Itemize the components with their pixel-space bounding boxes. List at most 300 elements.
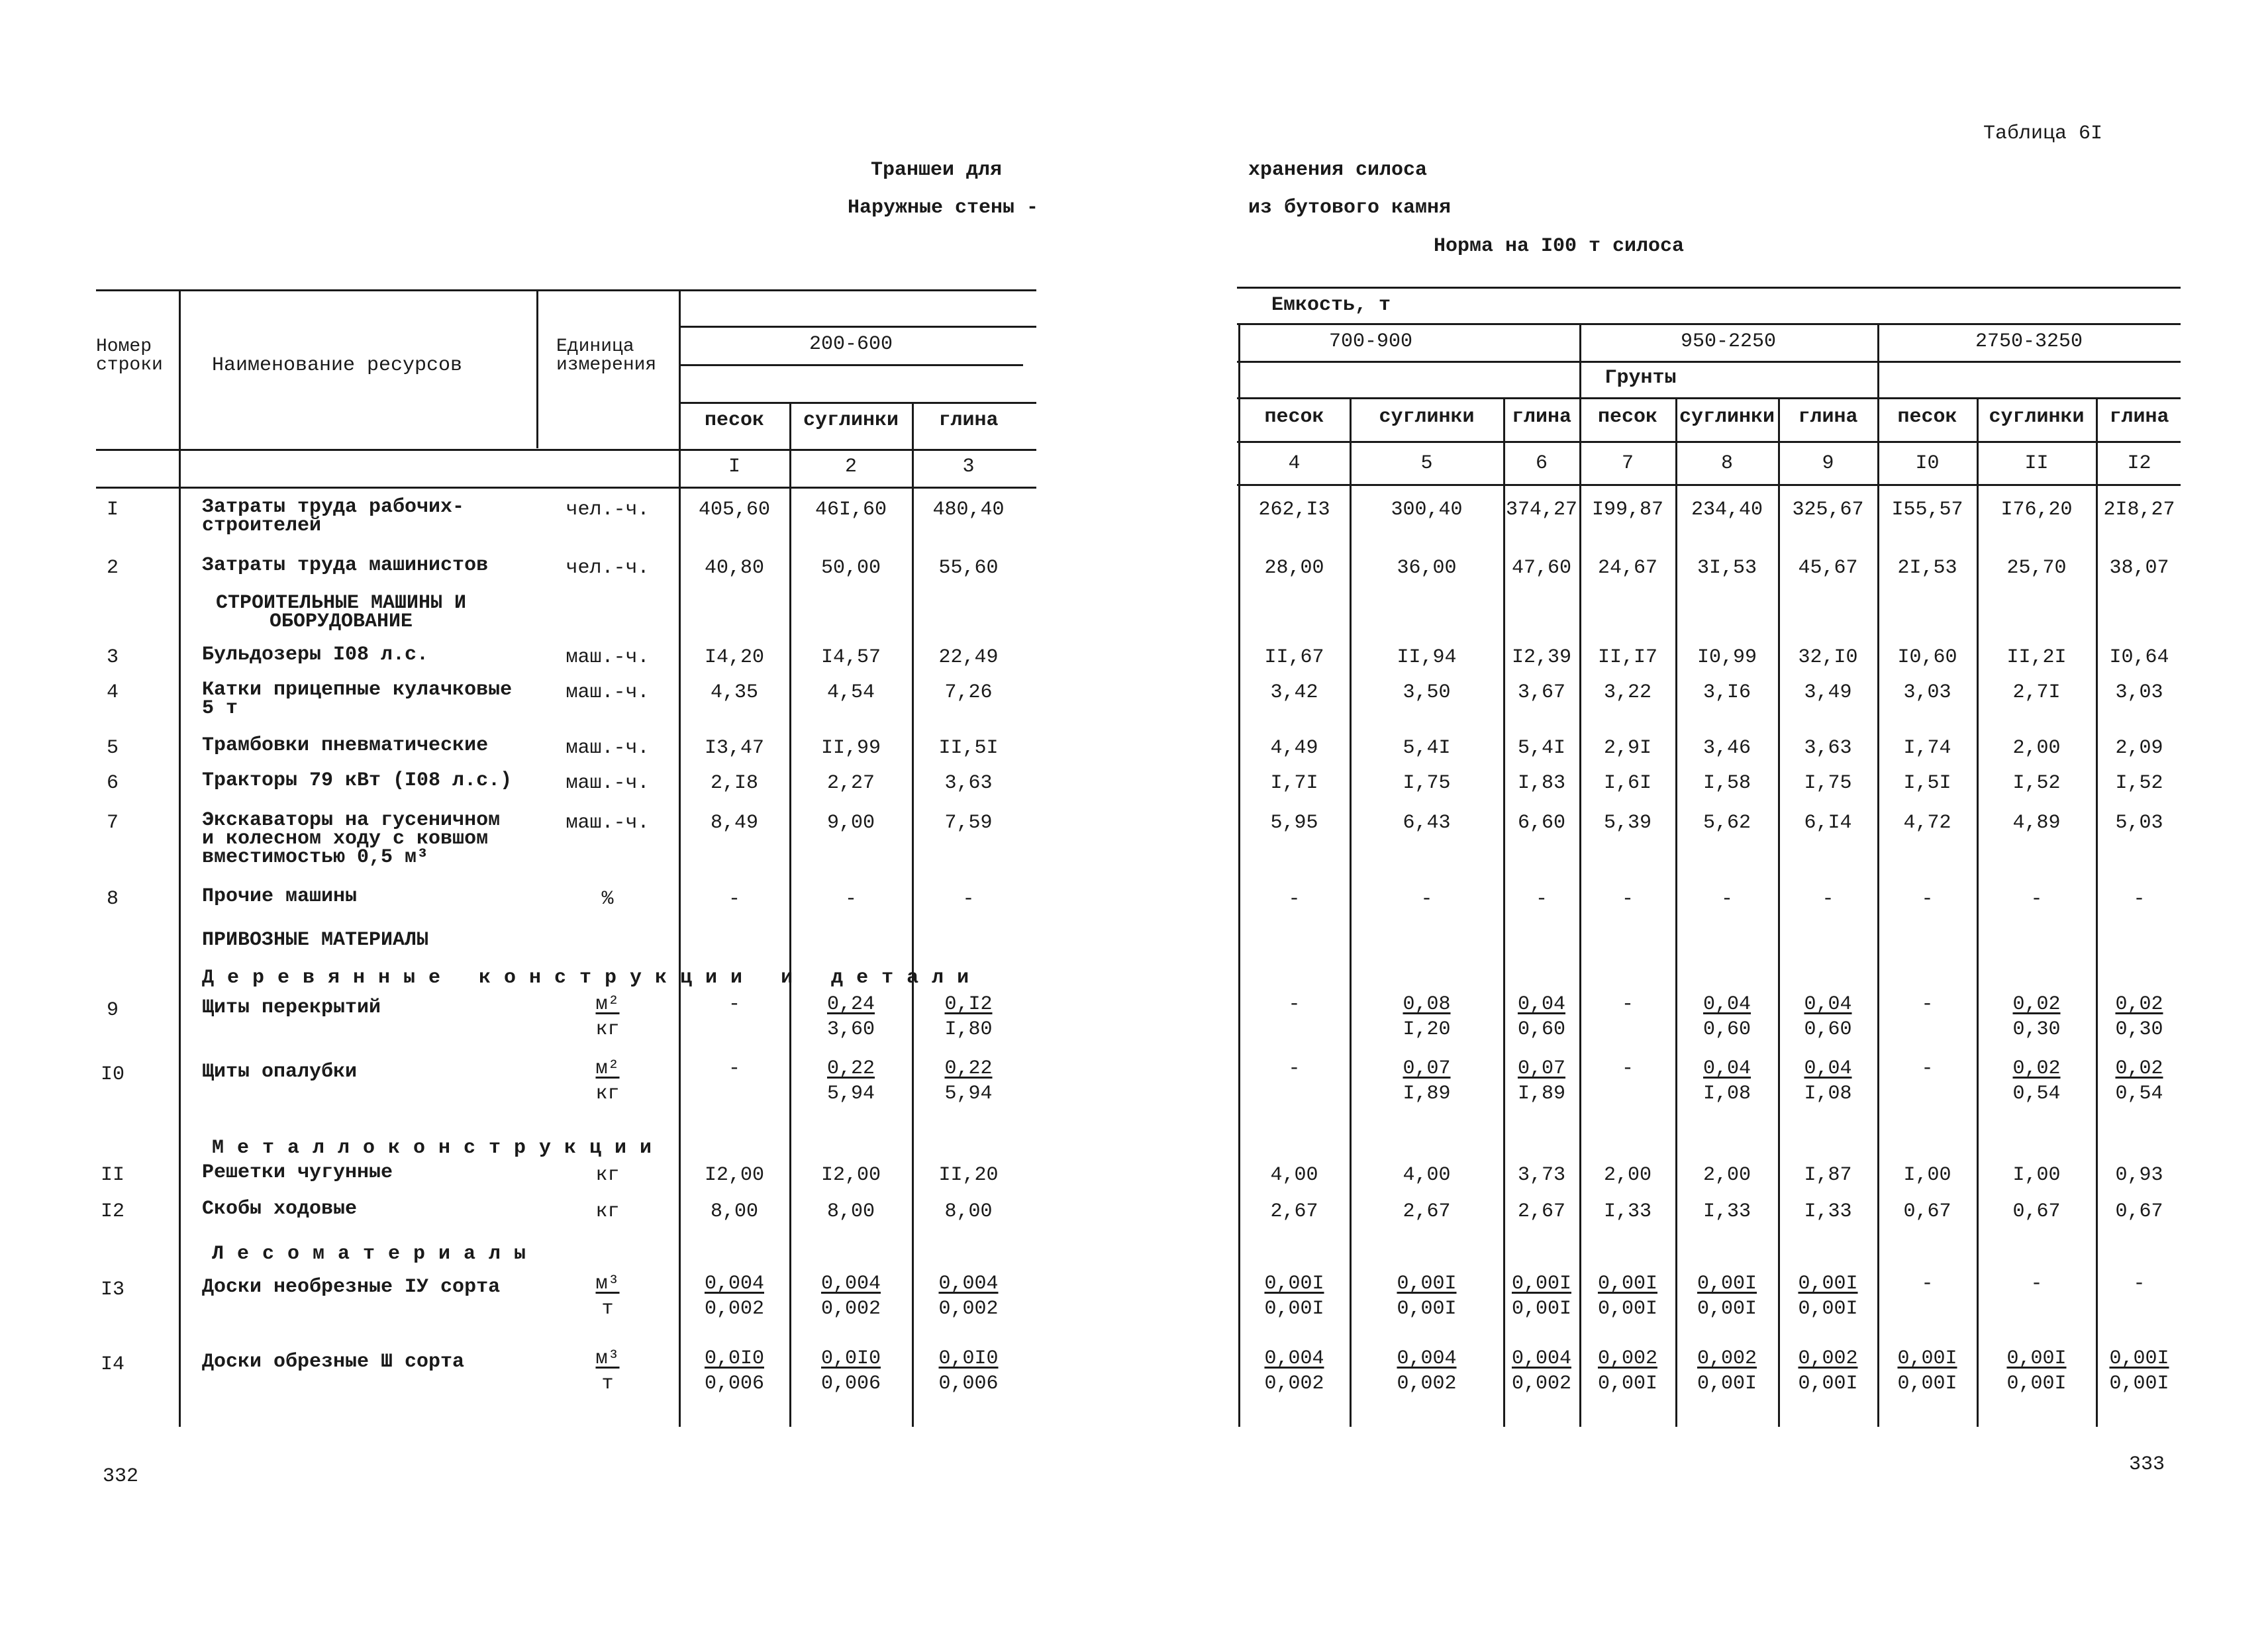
unit-top: м² [595,1057,620,1080]
table-cell: I,00 [2012,1164,2061,1186]
fraction-cell [1780,992,1876,1042]
title-left-line1: Траншеи для [871,159,1003,181]
fraction-cell [2098,1346,2181,1396]
table-cell: - [1822,888,1834,910]
rule [96,487,1036,489]
rule [96,289,1036,291]
table-cell: I4,20 [704,646,764,669]
table-cell: I2,00 [820,1164,881,1186]
unit-bottom: кг [595,1018,620,1041]
fraction-top: 0,02 [2115,1057,2163,1080]
table-cell: 22,49 [938,646,999,669]
fraction-bottom: 0,00I [1897,1373,1957,1395]
fraction-cell [1240,992,1348,1017]
table-cell: 3,03 [2115,681,2163,704]
fraction-bottom: I,08 [1702,1083,1751,1105]
table-cell: 4,00 [1270,1164,1318,1186]
fraction-cell [681,1056,788,1081]
fraction-top: 0,004 [1264,1347,1324,1370]
fraction-bottom: 0,002 [1511,1373,1571,1395]
fraction-cell [681,1346,788,1396]
table-cell: 45,67 [1798,557,1858,579]
resource-name: Скобы ходовые [202,1198,358,1220]
fraction-cell [1879,992,1975,1017]
fraction-top: 0,04 [1702,993,1751,1016]
fraction-top: 0,004 [1397,1347,1457,1370]
rule [536,289,538,448]
table-cell: 38,07 [2109,557,2169,579]
title-left-line2: Наружные стены - [848,197,1039,219]
table-cell: I0,64 [2109,646,2169,669]
header-row-number: Номер строки [96,336,163,375]
fraction-cell [1879,1271,1975,1296]
table-cell: - [2133,888,2145,910]
table-cell: 3,73 [1517,1164,1565,1186]
fraction-bottom: 3,60 [826,1018,875,1041]
fraction-top: 0,04 [1702,1057,1751,1080]
table-cell: - [2030,888,2043,910]
table-cell: 4,00 [1403,1164,1451,1186]
table-cell: 300,40 [1391,499,1463,521]
title-right-line1: хранения силоса [1248,159,1428,181]
fraction-top: 0,00I [1897,1347,1957,1370]
rule [1237,287,2181,289]
row-number: 9 [106,999,119,1022]
unit-top: м³ [595,1347,620,1370]
table-cell: I0,60 [1897,646,1957,669]
table-cell: II,2I [2006,646,2067,669]
norm-label: Норма на I00 т силоса [1434,235,1685,258]
fraction-top: 0,002 [1697,1347,1757,1370]
fraction-bottom: 0,00I [1697,1373,1757,1395]
fraction-bottom: I,89 [1517,1083,1565,1105]
table-cell: 6,43 [1403,812,1451,834]
table-cell: 0,67 [2115,1200,2163,1223]
section-wood: Деревянные конструкции и детали [202,967,983,989]
table-cell: 3,67 [1517,681,1565,704]
table-cell: I,75 [1403,772,1451,795]
resource-name: Трамбовки пневматические [202,734,489,757]
soil-header: суглинки [1989,406,2085,428]
table-cell: 8,00 [944,1200,993,1223]
unit: маш.-ч. [566,646,650,669]
fraction-top: 0,004 [820,1273,881,1295]
fraction-cell [1240,1056,1348,1081]
soil-header: песок [1897,406,1957,428]
fraction-cell [1677,1346,1777,1396]
column-number: 3 [962,456,975,478]
header-capacity: Емкость, т [1271,294,1391,316]
fraction-bottom: 0,002 [1264,1373,1324,1395]
table-cell: 3,50 [1403,681,1451,704]
fraction-top: 0,00I [1511,1273,1571,1295]
table-cell: 405,60 [698,499,771,521]
table-cell: I99,87 [1591,499,1664,521]
fraction-bottom: 0,30 [2115,1018,2163,1041]
fraction-cell [1780,1056,1876,1106]
resource-name: Затраты труда машинистов [202,554,489,577]
table-cell: 3,42 [1270,681,1318,704]
fraction-cell [914,1271,1023,1322]
column-number: 9 [1822,452,1834,475]
fraction-bottom: 0,006 [704,1373,764,1395]
table-cell: 2,00 [1702,1164,1751,1186]
table-cell: - [1288,888,1301,910]
rule [179,289,181,1427]
rule [1237,484,2181,486]
fraction-bottom: 0,00I [1397,1298,1457,1320]
table-cell: I2,39 [1511,646,1571,669]
fraction-cell [1240,1346,1348,1396]
table-cell: I,7I [1270,772,1318,795]
column-number: 7 [1621,452,1634,475]
table-cell: 32,I0 [1798,646,1858,669]
table-cell: I,83 [1517,772,1565,795]
fraction-cell [1240,1271,1348,1322]
table-cell: 3,03 [1903,681,1951,704]
table-cell: I55,57 [1891,499,1963,521]
fraction-top: - [728,1057,740,1080]
fraction-bottom: 5,94 [826,1083,875,1105]
fraction-top: 0,04 [1804,993,1852,1016]
group-700-900: 700-900 [1328,330,1413,353]
resource-name: Щиты опалубки [202,1061,358,1083]
table-cell: 3,63 [1804,737,1852,759]
rule [679,402,1036,404]
fraction-bottom: 0,60 [1517,1018,1565,1041]
unit: маш.-ч. [566,737,650,759]
unit: чел.-ч. [566,557,650,579]
fraction-top: 0,0I0 [938,1347,999,1370]
fraction-top: 0,002 [1597,1347,1657,1370]
fraction-top: 0,002 [1798,1347,1858,1370]
fraction-top: 0,04 [1517,993,1565,1016]
fraction-bottom: 0,00I [2109,1373,2169,1395]
table-cell: 4,35 [710,681,758,704]
table-cell: I,00 [1903,1164,1951,1186]
unit-fraction [540,1056,675,1106]
rule [1237,397,2181,399]
column-number: 5 [1420,452,1433,475]
fraction-top: - [1921,993,1934,1016]
table-cell: 2,9I [1603,737,1652,759]
fraction-cell [1505,1346,1578,1396]
page-number-right: 333 [2129,1453,2165,1476]
soil-header: суглинки [803,409,899,432]
resource-name: Затраты труда рабочих-строителей [202,496,465,537]
unit: маш.-ч. [566,681,650,704]
unit-bottom: т [601,1298,614,1320]
fraction-bottom: 0,002 [1397,1373,1457,1395]
resource-name: Решетки чугунные [202,1161,393,1184]
fraction-bottom: 0,00I [1697,1298,1757,1320]
row-number: I4 [100,1353,124,1376]
fraction-top: 0,0I0 [820,1347,881,1370]
unit-fraction [540,1346,675,1396]
soil-header: суглинки [1679,406,1775,428]
unit-bottom: кг [595,1083,620,1105]
fraction-top: 0,07 [1403,1057,1451,1080]
unit-bottom: т [601,1373,614,1395]
fraction-top: 0,0I0 [704,1347,764,1370]
table-cell: 5,03 [2115,812,2163,834]
fraction-cell [2098,1271,2181,1296]
table-cell: 46I,60 [814,499,887,521]
fraction-cell [2098,1056,2181,1106]
group-950-2250: 950-2250 [1680,330,1777,353]
resource-name: Прочие машины [202,885,358,908]
fraction-cell [2098,992,2181,1042]
table-cell: 24,67 [1597,557,1657,579]
table-cell: - [1420,888,1433,910]
table-cell: - [1621,888,1634,910]
rule [1237,323,2181,325]
table-cell: I,75 [1804,772,1852,795]
fraction-top: - [728,993,740,1016]
fraction-bottom: I,89 [1403,1083,1451,1105]
fraction-bottom: 0,00I [2006,1373,2067,1395]
table-cell: 4,72 [1903,812,1951,834]
table-cell: 8,49 [710,812,758,834]
fraction-cell [1780,1271,1876,1322]
row-number: 3 [106,646,119,669]
fraction-bottom: I,80 [944,1018,993,1041]
table-cell: I,33 [1804,1200,1852,1223]
table-cell: 55,60 [938,557,999,579]
fraction-top: 0,004 [938,1273,999,1295]
soil-header: глина [1798,406,1858,428]
table-cell: 8,00 [826,1200,875,1223]
fraction-cell [681,1271,788,1322]
fraction-top: 0,02 [2012,993,2061,1016]
table-cell: 8,00 [710,1200,758,1223]
unit: чел.-ч. [566,499,650,521]
title-right-line2: из бутового камня [1248,197,1452,219]
row-number: I3 [100,1279,124,1301]
fraction-bottom: 0,00I [1798,1298,1858,1320]
unit: кг [595,1164,620,1186]
table-cell: I,58 [1702,772,1751,795]
fraction-top: 0,00I [2006,1347,2067,1370]
table-cell: I,52 [2012,772,2061,795]
column-number: I [728,456,740,478]
fraction-cell [1581,1056,1674,1081]
header-unit: Единица измерения [556,336,657,375]
fraction-cell [1979,1271,2095,1296]
fraction-bottom: 0,60 [1804,1018,1852,1041]
fraction-top: 0,00I [2109,1347,2169,1370]
table-cell: I,6I [1603,772,1652,795]
column-number: II [2024,452,2049,475]
fraction-cell [1979,1346,2095,1396]
table-cell: 6,60 [1517,812,1565,834]
fraction-top: 0,004 [1511,1347,1571,1370]
fraction-top: 0,00I [1798,1273,1858,1295]
section-lumber: Лесоматериалы [212,1243,540,1265]
fraction-cell [791,1346,911,1396]
table-cell: 0,67 [1903,1200,1951,1223]
resource-name: Бульдозеры I08 л.с. [202,644,429,666]
unit-top: м³ [595,1273,620,1295]
fraction-top: - [1921,1273,1934,1295]
table-cell: - [844,888,857,910]
soil-header: песок [1597,406,1657,428]
fraction-cell [1581,1346,1674,1396]
table-cell: 2,00 [2012,737,2061,759]
row-number: I0 [100,1063,124,1086]
fraction-top: 0,04 [1804,1057,1852,1080]
table-cell: II,94 [1397,646,1457,669]
table-cell: 480,40 [932,499,1005,521]
column-number: I2 [2127,452,2151,475]
row-number: I2 [100,1200,124,1223]
row-number: 4 [106,681,119,704]
section-machines: СТРОИТЕЛЬНЫЕ МАШИНЫ И ОБОРУДОВАНИЕ [215,592,467,633]
column-number: 4 [1288,452,1301,475]
fraction-cell [1979,1056,2095,1106]
soil-header: песок [1264,406,1324,428]
section-materials: ПРИВОЗНЫЕ МАТЕРИАЛЫ [202,929,429,951]
fraction-top: - [1621,1057,1634,1080]
fraction-cell [1780,1346,1876,1396]
table-cell: 6,I4 [1804,812,1852,834]
resource-name: Экскаваторы на гусеничном и колесном ходу с ковшом вместимостью 0,5 м³ [202,809,501,869]
table-cell: II,I7 [1597,646,1657,669]
fraction-top: - [1288,1057,1301,1080]
rule [1579,323,1581,1427]
fraction-bottom: 0,60 [1702,1018,1751,1041]
table-cell: 2,00 [1603,1164,1652,1186]
table-cell: 2,67 [1270,1200,1318,1223]
rule [679,364,1023,366]
table-cell: - [962,888,975,910]
table-cell: - [1535,888,1548,910]
table-cell: II,20 [938,1164,999,1186]
row-number: II [100,1164,124,1186]
table-cell: 4,54 [826,681,875,704]
fraction-top: - [2030,1273,2043,1295]
table-cell: 40,80 [704,557,764,579]
fraction-top: - [1288,993,1301,1016]
group-2750-3250: 2750-3250 [1975,330,2083,353]
resource-name: Катки прицепные кулачковые 5 т [202,679,513,720]
fraction-bottom: 0,54 [2012,1083,2061,1105]
table-cell: I,74 [1903,737,1951,759]
row-number: I [106,499,119,521]
row-number: 7 [106,812,119,834]
fraction-cell [1879,1056,1975,1081]
fraction-cell [1581,1271,1674,1322]
header-resource: Наименование ресурсов [212,354,463,377]
fraction-top: 0,00I [1697,1273,1757,1295]
fraction-top: - [2133,1273,2145,1295]
soil-header: песок [704,409,764,432]
group-200-600: 200-600 [809,333,893,356]
fraction-top: 0,00I [1264,1273,1324,1295]
table-cell: 262,I3 [1258,499,1330,521]
table-number: Таблица 6I [1983,122,2103,145]
fraction-bottom: 0,002 [938,1298,999,1320]
fraction-cell [914,1346,1023,1396]
fraction-bottom: 0,00I [1597,1298,1657,1320]
fraction-top: 0,00I [1597,1273,1657,1295]
row-number: 2 [106,557,119,579]
resource-name: Щиты перекрытий [202,996,381,1019]
resource-name: Тракторы 79 кВт (I08 л.с.) [202,769,513,792]
fraction-top: 0,I2 [944,993,993,1016]
fraction-top: 0,02 [2012,1057,2061,1080]
fraction-cell [914,992,1023,1042]
table-cell: 5,62 [1702,812,1751,834]
table-cell: 47,60 [1511,557,1571,579]
table-cell: 2I,53 [1897,557,1957,579]
row-number: 8 [106,888,119,910]
table-cell: I,5I [1903,772,1951,795]
table-cell: I,87 [1804,1164,1852,1186]
table-cell: 0,67 [2012,1200,2061,1223]
table-cell: 7,26 [944,681,993,704]
table-cell: 234,40 [1691,499,1763,521]
fraction-bottom: 0,54 [2115,1083,2163,1105]
fraction-bottom: 5,94 [944,1083,993,1105]
fraction-bottom: 0,30 [2012,1018,2061,1041]
fraction-cell [1505,1056,1578,1106]
resource-name: Доски обрезные Ш сорта [202,1351,465,1373]
table-cell: I,33 [1603,1200,1652,1223]
fraction-cell [1581,992,1674,1017]
table-cell: 5,4I [1403,737,1451,759]
soil-header: глина [938,409,999,432]
fraction-bottom: 0,002 [820,1298,881,1320]
unit-fraction [540,1271,675,1322]
fraction-bottom: 0,00I [1798,1373,1858,1395]
unit: кг [595,1200,620,1223]
header-soils: Грунты [1604,367,1677,389]
fraction-bottom: 0,006 [820,1373,881,1395]
table-cell: 3,63 [944,772,993,795]
soil-header: суглинки [1379,406,1475,428]
table-cell: 28,00 [1264,557,1324,579]
table-cell: 3,I6 [1702,681,1751,704]
table-cell: 5,39 [1603,812,1652,834]
rule [1237,441,2181,443]
table-cell: II,5I [938,737,999,759]
fraction-top: - [1921,1057,1934,1080]
rule [1237,361,2181,363]
unit-top: м² [595,993,620,1016]
table-cell: - [728,888,740,910]
fraction-cell [681,992,788,1017]
fraction-cell [1505,1271,1578,1322]
fraction-top: 0,22 [944,1057,993,1080]
table-cell: 325,67 [1792,499,1864,521]
table-cell: I4,57 [820,646,881,669]
fraction-top: - [1621,993,1634,1016]
fraction-bottom: 0,00I [1264,1298,1324,1320]
table-cell: II,99 [820,737,881,759]
table-cell: I2,00 [704,1164,764,1186]
table-cell: 2,7I [2012,681,2061,704]
table-cell: II,67 [1264,646,1324,669]
fraction-top: 0,004 [704,1273,764,1295]
table-cell: 7,59 [944,812,993,834]
table-cell: 5,4I [1517,737,1565,759]
table-cell: 50,00 [820,557,881,579]
fraction-cell [1677,1271,1777,1322]
table-cell: I0,99 [1697,646,1757,669]
column-number: 6 [1535,452,1548,475]
fraction-top: 0,00I [1397,1273,1457,1295]
